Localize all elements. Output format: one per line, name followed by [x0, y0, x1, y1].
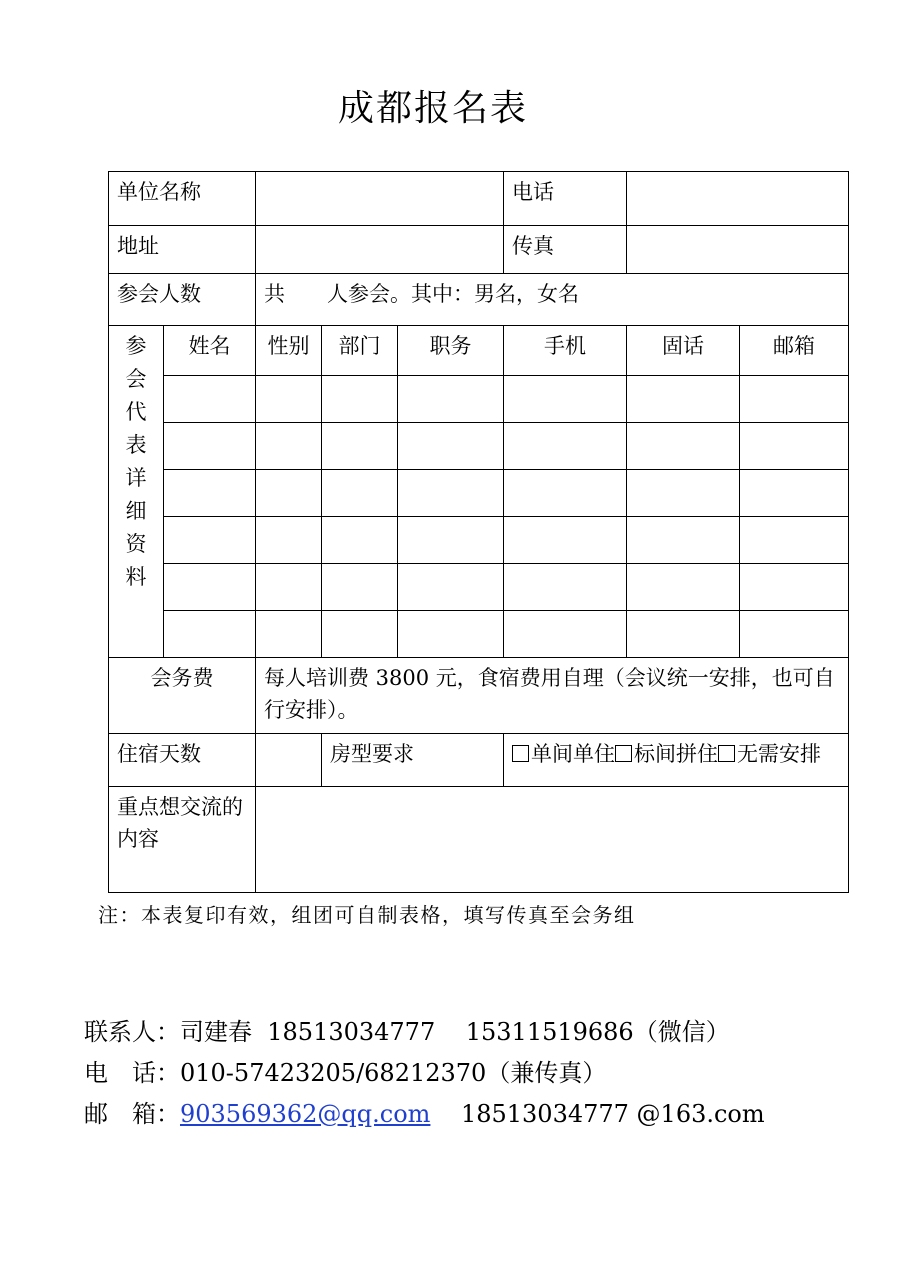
unit-name-label: 单位名称 — [109, 172, 256, 226]
name-cell[interactable] — [164, 376, 256, 423]
room-type-options — [504, 734, 849, 787]
column-header-email: 邮箱 — [740, 326, 849, 376]
attendee-count-label: 参会人数 — [109, 274, 256, 326]
email-link[interactable]: 903569362@qq.com — [180, 1100, 431, 1128]
fee-text: 每人培训费 3800 元，食宿费用自理（会议统一安排，也可自行安排）。 — [256, 658, 849, 734]
contact-person-line: 联系人：司建春 18513034777 15311519686（微信） — [84, 1018, 730, 1046]
email-cell[interactable] — [740, 470, 849, 517]
email-cell[interactable] — [740, 564, 849, 611]
landline-cell[interactable] — [627, 423, 740, 470]
page-title: 成都报名表 — [337, 88, 528, 129]
department-cell[interactable] — [322, 376, 398, 423]
table-row — [109, 470, 849, 517]
table-row — [109, 564, 849, 611]
email-cell[interactable] — [740, 517, 849, 564]
name-cell[interactable] — [164, 423, 256, 470]
department-cell[interactable] — [322, 564, 398, 611]
column-header-gender: 性别 — [256, 326, 322, 376]
gender-cell[interactable] — [256, 564, 322, 611]
checkbox-icon[interactable] — [718, 745, 735, 762]
contact-phone-line: 电 话：010-57423205/68212370（兼传真） — [84, 1059, 607, 1087]
contact-info — [84, 1012, 765, 1135]
room-option-shared[interactable]: 标间拼住 — [615, 742, 718, 766]
position-cell[interactable] — [398, 564, 504, 611]
phone-field[interactable] — [627, 172, 849, 226]
landline-cell[interactable] — [627, 611, 740, 658]
landline-cell[interactable] — [627, 564, 740, 611]
department-cell[interactable] — [322, 470, 398, 517]
checkbox-icon[interactable] — [615, 745, 632, 762]
column-header-landline: 固话 — [627, 326, 740, 376]
phone-label: 电话 — [504, 172, 627, 226]
name-cell[interactable] — [164, 517, 256, 564]
position-cell[interactable] — [398, 517, 504, 564]
landline-cell[interactable] — [627, 517, 740, 564]
form-note: 注：本表复印有效，组团可自制表格，填写传真至会务组 — [98, 903, 636, 927]
attendee-count-field[interactable]: 共 人参会。其中：男名，女名 — [256, 274, 849, 326]
address-field[interactable] — [256, 226, 504, 274]
room-option-single[interactable]: 单间单住 — [512, 742, 615, 766]
department-cell[interactable] — [322, 611, 398, 658]
fax-label: 传真 — [504, 226, 627, 274]
unit-name-field[interactable] — [256, 172, 504, 226]
email-cell[interactable] — [740, 611, 849, 658]
column-header-department: 部门 — [322, 326, 398, 376]
room-option-none[interactable]: 无需安排 — [718, 742, 821, 766]
column-header-mobile: 手机 — [504, 326, 627, 376]
stay-days-label: 住宿天数 — [109, 734, 256, 787]
gender-cell[interactable] — [256, 470, 322, 517]
contact-email-text: 18513034777 @163.com — [430, 1100, 765, 1128]
gender-cell[interactable] — [256, 423, 322, 470]
mobile-cell[interactable] — [504, 611, 627, 658]
mobile-cell[interactable] — [504, 564, 627, 611]
fee-label: 会务费 — [109, 658, 256, 734]
department-cell[interactable] — [322, 423, 398, 470]
mobile-cell[interactable] — [504, 517, 627, 564]
topics-field[interactable] — [256, 787, 849, 893]
attendee-details-label: 参 会 代 表 详 细 资 料 — [109, 326, 164, 658]
mobile-cell[interactable] — [504, 423, 627, 470]
department-cell[interactable] — [322, 517, 398, 564]
name-cell[interactable] — [164, 564, 256, 611]
landline-cell[interactable] — [627, 376, 740, 423]
column-header-name: 姓名 — [164, 326, 256, 376]
email-cell[interactable] — [740, 423, 849, 470]
table-row — [109, 611, 849, 658]
table-row — [109, 517, 849, 564]
contact-person-text: 司建春 18513034777 15311519686（微信） — [180, 1018, 730, 1046]
position-cell[interactable] — [398, 376, 504, 423]
gender-cell[interactable] — [256, 376, 322, 423]
registration-form — [108, 171, 849, 893]
table-row — [109, 423, 849, 470]
position-cell[interactable] — [398, 470, 504, 517]
room-type-label: 房型要求 — [322, 734, 504, 787]
name-cell[interactable] — [164, 611, 256, 658]
position-cell[interactable] — [398, 611, 504, 658]
landline-cell[interactable] — [627, 470, 740, 517]
fax-field[interactable] — [627, 226, 849, 274]
column-header-position: 职务 — [398, 326, 504, 376]
gender-cell[interactable] — [256, 517, 322, 564]
topics-label: 重点想交流的内容 — [109, 787, 256, 893]
contact-email-line: 邮 箱：903569362@qq.com 18513034777 @163.com — [84, 1100, 765, 1128]
email-cell[interactable] — [740, 376, 849, 423]
mobile-cell[interactable] — [504, 376, 627, 423]
address-label: 地址 — [109, 226, 256, 274]
contact-phone-text: 010-57423205/68212370（兼传真） — [180, 1059, 607, 1087]
table-row — [109, 376, 849, 423]
mobile-cell[interactable] — [504, 470, 627, 517]
name-cell[interactable] — [164, 470, 256, 517]
stay-days-field[interactable] — [256, 734, 322, 787]
checkbox-icon[interactable] — [512, 745, 529, 762]
position-cell[interactable] — [398, 423, 504, 470]
gender-cell[interactable] — [256, 611, 322, 658]
